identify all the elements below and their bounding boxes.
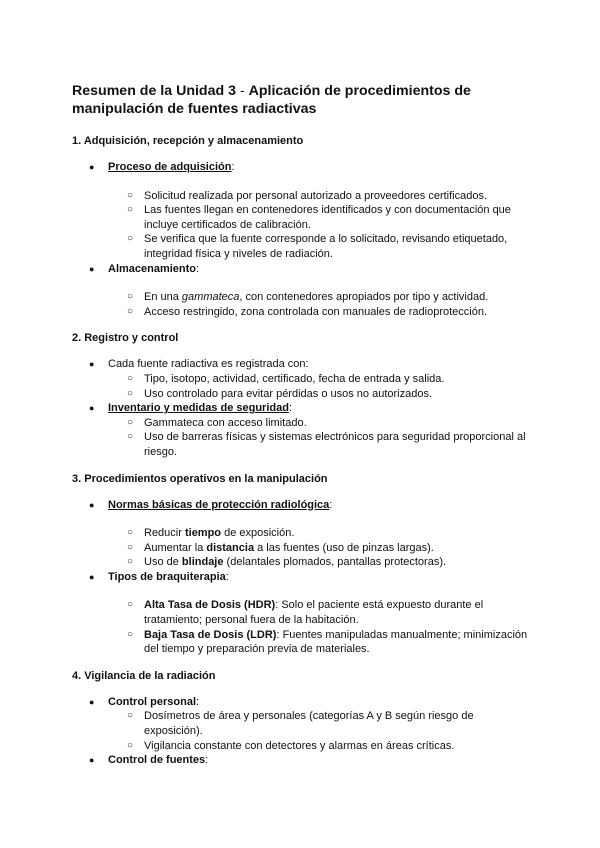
section-2-heading: 2. Registro y control <box>72 332 179 345</box>
emphasis-text: blindaje <box>181 556 224 569</box>
bullet-colon: : <box>231 161 235 173</box>
circle-bullet-icon: ○ <box>127 599 134 611</box>
sub-list-item <box>72 189 532 204</box>
title-part-1: Resumen de la Unidad 3 <box>72 83 236 99</box>
sub-item-text: a las fuentes (uso de pinzas largas). <box>254 541 434 554</box>
sub-list-item <box>72 387 532 402</box>
bullet-colon: : <box>225 570 229 583</box>
sub-item-text: En una <box>144 291 182 304</box>
sub-item-text: Aumentar la <box>144 541 207 554</box>
sub-item-text: Acceso restringido, zona controlada con manuales de radioprotección. <box>144 305 488 318</box>
section-1-heading: 1. Adquisición, recepción y almacenamiento <box>72 135 304 147</box>
sub-list-item <box>72 555 532 570</box>
sub-item-text: Gammateca con acceso limitado. <box>144 416 307 429</box>
title-separator: - <box>236 83 249 99</box>
sub-list-item <box>72 372 532 387</box>
list-item <box>72 498 532 513</box>
bullet-icon: ● <box>89 571 95 582</box>
sub-item-text: de exposición. <box>221 527 295 540</box>
bullet-label: Tipos de braquiterapia <box>108 570 226 583</box>
sub-list-item <box>72 232 532 261</box>
circle-bullet-icon: ○ <box>127 204 134 216</box>
sub-item-text: , con contenedores apropiados por tipo y actividad. <box>239 291 489 304</box>
list-item <box>72 401 532 416</box>
sub-item-text: : Fuentes manipuladas manualmente; minimización del tiempo y preparación previa de materiales. <box>144 628 528 656</box>
circle-bullet-icon: ○ <box>127 431 134 443</box>
sub-list-item <box>72 203 532 232</box>
bullet-icon: ● <box>89 162 95 172</box>
bullet-colon: : <box>196 262 200 275</box>
bullet-icon: ● <box>89 359 95 370</box>
sub-item-text: Tipo, isotopo, actividad, certificado, fecha de entrada y salida. <box>144 372 445 385</box>
emphasis-text: Alta Tasa de Dosis (HDR) <box>144 599 276 612</box>
bullet-icon: ● <box>89 403 95 414</box>
sub-list-item <box>72 430 532 459</box>
bullet-colon: : <box>288 402 293 415</box>
emphasis-text: tiempo <box>184 527 222 540</box>
sub-item-text: Vigilancia constante con detectores y alarmas en áreas críticas. <box>144 739 455 752</box>
sub-item-text: Se verifica que la fuente corresponde a lo solicitado, revisando etiquetado, integridad física y niveles de radiación. <box>144 233 508 260</box>
circle-bullet-icon: ○ <box>127 628 134 640</box>
sub-item-text: Uso de barreras físicas y sistemas electrónicos para seguridad proporcional al riesgo. <box>144 431 526 458</box>
sub-list-item <box>72 598 532 627</box>
bullet-colon: : <box>205 754 209 767</box>
circle-bullet-icon: ○ <box>127 556 134 568</box>
bullet-label: Inventario y medidas de seguridad <box>108 402 289 415</box>
circle-bullet-icon: ○ <box>127 527 134 539</box>
circle-bullet-icon: ○ <box>127 305 134 317</box>
bullet-label: Normas básicas de protección radiológica <box>108 498 330 511</box>
sub-list-item <box>72 739 532 754</box>
circle-bullet-icon: ○ <box>127 233 134 245</box>
bullet-icon: ● <box>89 696 95 707</box>
section-4-heading: 4. Vigilancia de la radiación <box>72 669 216 682</box>
bullet-colon: : <box>329 498 333 511</box>
emphasis-text: distancia <box>206 541 255 554</box>
sub-item-text: Uso de <box>144 556 182 569</box>
sub-item-text: Reducir <box>144 527 185 540</box>
bullet-colon: : <box>196 695 200 708</box>
sub-item-text: Dosímetros de área y personales (categorías A y B según riesgo de exposición). <box>144 710 474 738</box>
bullet-label: Almacenamiento <box>108 262 197 275</box>
sub-item-text: Solicitud realizada por personal autorizado a proveedores certificados. <box>144 189 488 202</box>
circle-bullet-icon: ○ <box>127 372 134 384</box>
circle-bullet-icon: ○ <box>127 739 134 751</box>
sub-list-item <box>72 709 532 738</box>
document-title <box>72 82 532 118</box>
circle-bullet-icon: ○ <box>127 416 134 428</box>
sub-list-item <box>72 628 532 657</box>
emphasis-text: gammateca <box>181 291 240 304</box>
bullet-icon: ● <box>89 499 95 510</box>
sub-list-item <box>72 526 532 541</box>
bullet-icon: ● <box>89 263 95 274</box>
document-page <box>72 82 532 768</box>
sub-item-text: (delantales plomados, pantallas protectoras). <box>223 556 447 569</box>
circle-bullet-icon: ○ <box>127 541 134 553</box>
bullet-icon: ● <box>89 755 95 766</box>
list-item <box>72 357 532 372</box>
sub-item-text: Uso controlado para evitar pérdidas o usos no autorizados. <box>144 387 433 400</box>
circle-bullet-icon: ○ <box>127 189 134 201</box>
list-item <box>72 160 532 175</box>
list-item <box>72 262 532 277</box>
circle-bullet-icon: ○ <box>127 291 134 303</box>
list-item <box>72 570 532 585</box>
circle-bullet-icon: ○ <box>127 710 134 722</box>
list-item <box>72 695 532 710</box>
sub-list-item <box>72 305 532 320</box>
bullet-label: Control personal <box>108 695 197 708</box>
circle-bullet-icon: ○ <box>127 387 134 399</box>
emphasis-text: Baja Tasa de Dosis (LDR) <box>144 628 277 641</box>
bullet-label: Control de fuentes <box>108 754 206 767</box>
list-item <box>72 753 532 768</box>
sub-list-item <box>72 541 532 556</box>
sub-item-text: Las fuentes llegan en contenedores identificados y con documentación que incluye certificados de calibración. <box>144 204 511 231</box>
title-part-2: Aplicación de procedimientos de manipulación de fuentes radiactivas <box>72 83 471 117</box>
sub-item-text: : Solo el paciente está expuesto durante el tratamiento; personal fuera de la habitación. <box>144 599 484 627</box>
sub-list-item <box>72 416 532 431</box>
bullet-label: Cada fuente radiactiva es registrada con: <box>108 358 309 371</box>
bullet-label: Proceso de adquisición <box>108 161 232 173</box>
section-3-heading: 3. Procedimientos operativos en la manipulación <box>72 472 328 485</box>
sub-list-item <box>72 290 532 305</box>
